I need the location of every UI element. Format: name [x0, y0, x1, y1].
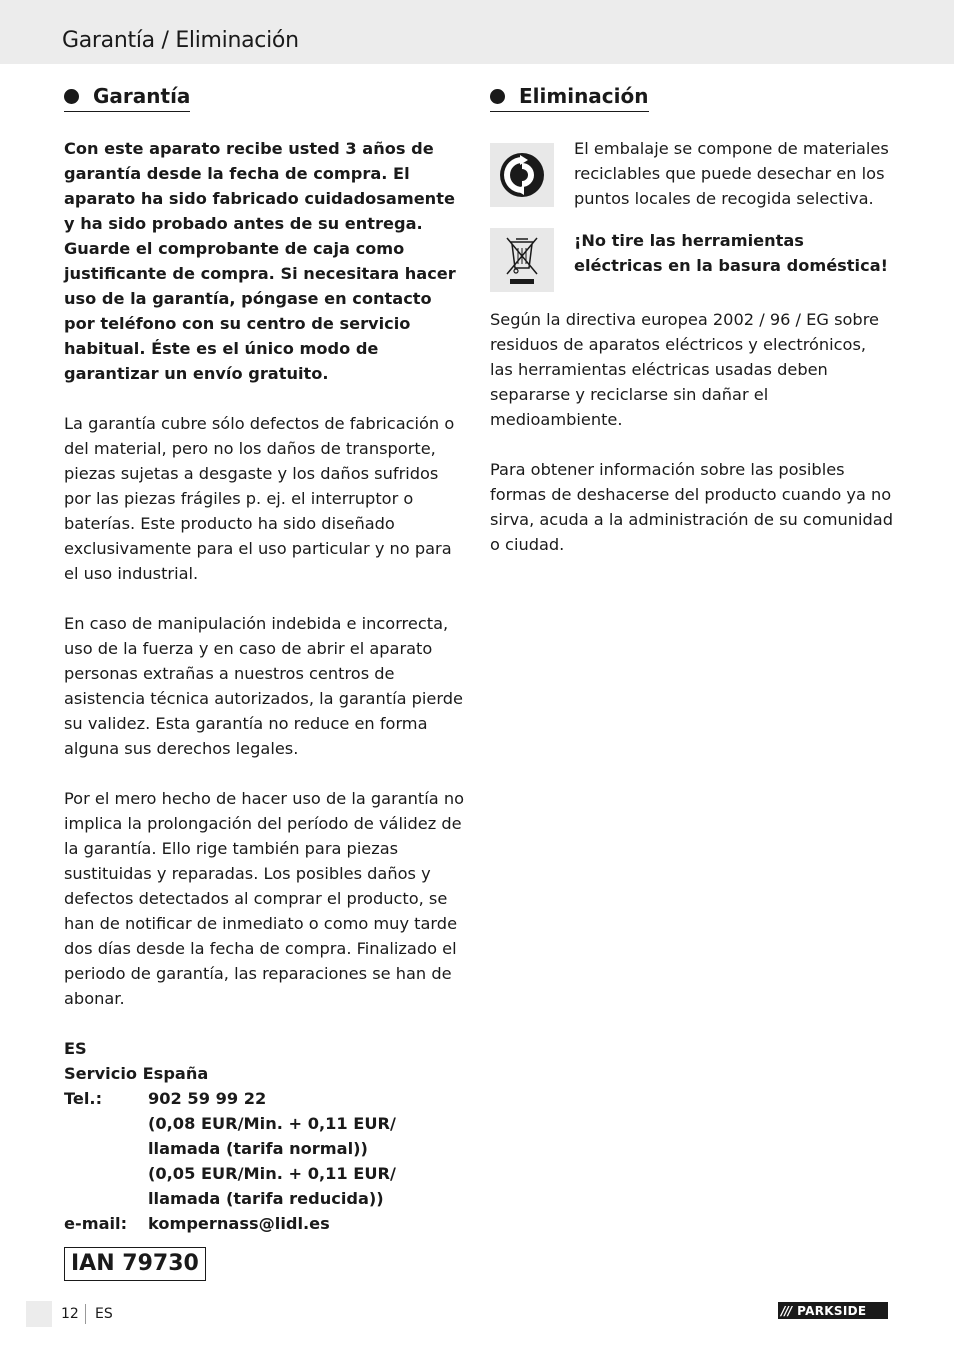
brand-slashes: ///: [781, 1303, 792, 1318]
brand-name: PARKSIDE: [797, 1303, 867, 1318]
service-tel-label: Tel.:: [64, 1089, 103, 1108]
warranty-heading: [64, 84, 190, 112]
packaging-text: El embalaje se compone de materiales reciclables que puede desechar en los puntos locales de recogida selectiva.: [574, 139, 889, 208]
service-email-row: [64, 1211, 464, 1236]
warranty-column: [64, 84, 464, 1281]
service-email-value: kompernass@lidl.es: [148, 1214, 330, 1233]
page-title: Garantía / Eliminación: [62, 28, 299, 53]
disposal-heading-text: Eliminación: [519, 84, 649, 108]
warranty-heading-text: Garantía: [93, 84, 191, 108]
service-tel-number: 902 59 99 22: [148, 1089, 267, 1108]
service-tel-row: [64, 1086, 464, 1211]
service-tel-rate-reduced: (0,05 EUR/Min. + 0,11 EUR/ llamada (tarifa reducida)): [148, 1164, 396, 1208]
disposal-paragraph-1: Según la directiva europea 2002 / 96 / EG sobre residuos de aparatos eléctricos y electrónicos, las herramientas eléctricas usadas deben separarse y reciclarse sin dañar el medioambiente.: [490, 310, 879, 429]
service-country: ES: [64, 1039, 87, 1058]
crossed-out-wheelie-bin-icon: [490, 228, 554, 292]
service-tel-rate-normal: (0,08 EUR/Min. + 0,11 EUR/ llamada (tarifa normal)): [148, 1114, 396, 1158]
warranty-paragraph-3: Por el mero hecho de hacer uso de la garantía no implica la prolongación del período de válidez de la garantía. Ello rige también para piezas sustituidas y reparadas. Los posibles daños y defectos detectados al comprar el producto, se han de notificar de inmediato o como muy tarde dos días desde la fecha de compra. Finalizado el periodo de garantía, las reparaciones se han de abonar.: [64, 789, 464, 1008]
bullet-icon: [490, 89, 505, 104]
packaging-row: [490, 136, 894, 211]
footer-language: ES: [95, 1306, 113, 1322]
page-number: 12: [61, 1306, 79, 1322]
disposal-paragraph-2: Para obtener información sobre las posibles formas de deshacerse del producto cuando ya no sirva, acuda a la administración de su comunidad o ciudad.: [490, 460, 893, 554]
footer-divider: [85, 1304, 86, 1324]
green-dot-recycling-icon: [490, 143, 554, 207]
footer-box: [26, 1301, 52, 1327]
disposal-heading: [490, 84, 649, 112]
disposal-column: [490, 84, 894, 557]
weee-row: [490, 225, 894, 292]
warranty-paragraph-1: La garantía cubre sólo defectos de fabricación o del material, pero no los daños de transporte, piezas sujetas a desgaste y los daños sufridos por las piezas frágiles p. ej. el interruptor o baterías. Este producto ha sido diseñado exclusivamente para el uso particular y no para el uso industrial.: [64, 414, 455, 583]
warranty-intro: Con este aparato recibe usted 3 años de garantía desde la fecha de compra. El aparato ha sido fabricado cuidadosamente y ha sido probado antes de su entrega. Guarde el comprobante de caja como justificante de compra. Si necesitara hacer uso de la garantía, póngase en contacto por teléfono con su centro de servicio habitual. Éste es el único modo de garantizar un envío gratuito.: [64, 139, 456, 383]
service-email-label: e-mail:: [64, 1214, 128, 1233]
bullet-icon: [64, 89, 79, 104]
weee-warning: ¡No tire las herramientas eléctricas en la basura doméstica!: [574, 231, 888, 275]
service-contact: [64, 1036, 464, 1236]
ian-box: IAN 79730: [64, 1247, 206, 1281]
warranty-paragraph-2: En caso de manipulación indebida e incorrecta, uso de la fuerza y en caso de abrir el aparato personas extrañas a nuestros centros de asistencia técnica autorizados, la garantía pierde su validez. Esta garantía no reduce en forma alguna sus derechos legales.: [64, 614, 463, 758]
service-name: Servicio España: [64, 1064, 209, 1083]
parkside-logo: [778, 1302, 888, 1319]
